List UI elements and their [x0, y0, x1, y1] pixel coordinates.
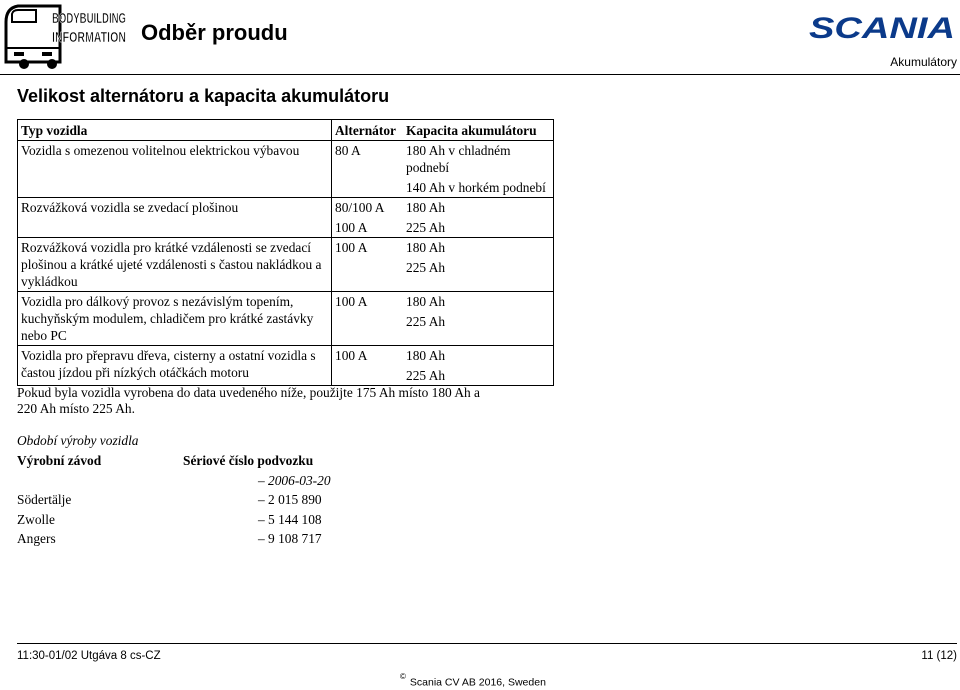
plant-name: Södertälje	[17, 492, 72, 507]
logo-line2: INFORMATION	[52, 29, 126, 46]
scania-logo	[808, 12, 958, 45]
table-row	[18, 346, 554, 386]
copyright-text: Scania CV AB 2016, Sweden	[409, 676, 546, 689]
copyright-symbol: ©	[400, 672, 406, 681]
chassis-column-header: Sériové číslo podvozku	[183, 453, 314, 468]
table-row	[18, 141, 554, 198]
col-header-type: Typ vozidla	[18, 120, 332, 141]
alternator-cell	[332, 346, 404, 386]
alternator-cell	[332, 198, 404, 238]
vehicle-type: Rozvážková vozidla se zvedací plošinou	[18, 198, 332, 238]
vehicle-type: Rozvážková vozidla pro krátké vzdálenosti se zvedací plošinou a krátké ujeté vzdálenosti s častou nakládkou a vykládkou	[18, 238, 332, 292]
alternator-value: 100 A	[335, 220, 368, 235]
alternator-cell	[332, 238, 404, 292]
section-name: Akumulátory	[890, 55, 957, 69]
capacity-value: 225 Ah	[406, 260, 446, 275]
section-heading: Velikost alternátoru a kapacita akumulátoru	[17, 86, 390, 106]
production-period-label: Období výroby vozidla	[17, 433, 139, 448]
alternator-value: 100 A	[335, 348, 368, 363]
col-header-capacity: Kapacita akumulátoru	[403, 120, 554, 141]
page-title: Odběr proudu	[141, 20, 288, 45]
table-row	[18, 238, 554, 292]
capacity-cell	[403, 292, 554, 346]
capacity-value: 180 Ah	[406, 240, 446, 255]
vehicle-type: Vozidla pro přepravu dřeva, cisterny a ostatní vozidla s častou jízdou při nízkých otáčkách motoru	[18, 346, 332, 386]
factory-column-header: Výrobní závod	[17, 453, 102, 468]
table-row	[18, 198, 554, 238]
capacity-cell	[403, 141, 554, 198]
vehicle-type: Vozidla s omezenou volitelnou elektrickou výbavou	[18, 141, 332, 198]
capacity-cell	[403, 346, 554, 386]
document-id: 11:30-01/02 Utgáva 8 cs-CZ	[17, 650, 161, 662]
capacity-value: 140 Ah v horkém podnebí	[406, 180, 546, 195]
footer-rule	[17, 643, 957, 644]
chassis-number: – 2 015 890	[258, 492, 322, 507]
page-number: 11 (12)	[921, 650, 957, 662]
header-rule	[0, 74, 960, 75]
alternator-cell	[332, 141, 404, 198]
alternator-value: 80/100 A	[335, 200, 385, 215]
table-row	[18, 292, 554, 346]
copyright	[400, 674, 546, 689]
alternator-cell	[332, 292, 404, 346]
table-header-row	[18, 120, 554, 141]
alternator-value: 80 A	[335, 143, 361, 158]
capacity-value: 225 Ah	[406, 368, 446, 383]
chassis-number: – 5 144 108	[258, 512, 322, 527]
chassis-number: – 9 108 717	[258, 531, 322, 546]
capacity-value: 180 Ah	[406, 200, 446, 215]
vehicle-type: Vozidla pro dálkový provoz s nezávislým topením, kuchyňským modulem, chladičem pro krátké zastávky nebo PC	[18, 292, 332, 346]
production-date: – 2006-03-20	[258, 473, 331, 488]
logo-line1: BODYBUILDING	[52, 10, 126, 27]
capacity-cell	[403, 198, 554, 238]
plant-name: Zwolle	[17, 512, 55, 527]
col-header-alternator: Alternátor	[332, 120, 404, 141]
alternator-value: 100 A	[335, 294, 368, 309]
capacity-value: 180 Ah	[406, 348, 446, 363]
bodybuilding-information-logo	[2, 0, 128, 70]
capacity-value: 225 Ah	[406, 220, 446, 235]
alternator-battery-table	[17, 119, 554, 386]
production-note: Pokud byla vozidla vyrobena do data uvedeného níže, použijte 175 Ah místo 180 Ah a 220 Ah místo 225 Ah.	[17, 385, 480, 416]
capacity-value: 225 Ah	[406, 314, 446, 329]
capacity-cell	[403, 238, 554, 292]
brand-wordmark: SCANIA	[809, 12, 955, 45]
capacity-value: 180 Ah	[406, 294, 446, 309]
capacity-value: 180 Ah v chladném podnebí	[406, 143, 511, 175]
plant-name: Angers	[17, 531, 56, 546]
alternator-value: 100 A	[335, 240, 368, 255]
